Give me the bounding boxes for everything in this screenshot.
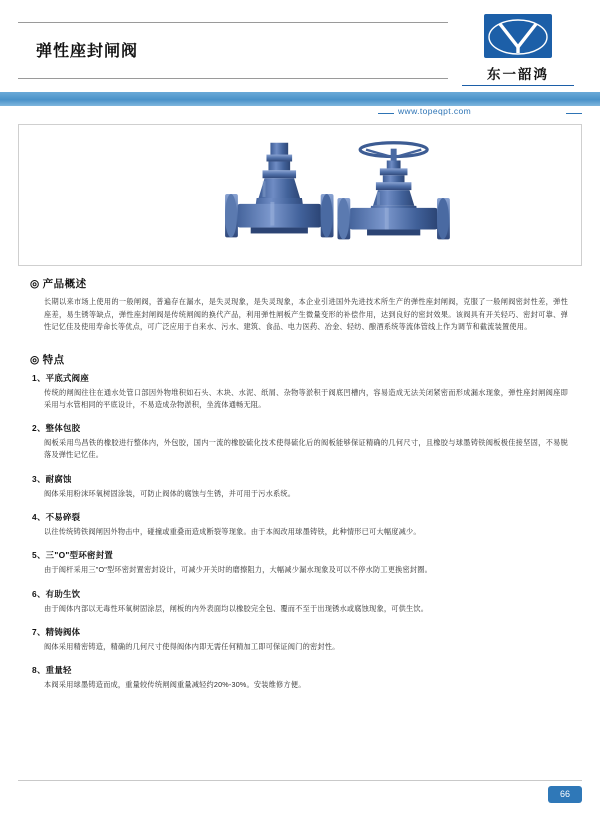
feature-index: 6、: [32, 588, 46, 599]
company-name: 东一韶鸿: [487, 67, 549, 82]
feature-body: 以往传统铸铁阀闸因外物击中，碰撞或重叠而造成断裂等现象。由于本阀改用球墨铸铁，此种情形已可大幅度减少。: [44, 526, 421, 536]
page-number-badge: 66: [548, 786, 582, 803]
valve-left-graphic: [225, 143, 333, 238]
overview-heading-label: 产品概述: [42, 278, 87, 290]
feature-title: [32, 588, 582, 600]
section-overview: [18, 276, 582, 334]
feature-item: [18, 372, 582, 412]
feature-item: [18, 588, 582, 615]
feature-title: [32, 511, 582, 523]
feature-title-label: 重量轻: [45, 665, 72, 676]
feature-body: 阀板采用鸟昌铁的橡胶进行整体内，外包胶，国内一流的橡胶硫化技术使得硫化后的阀板能够保证精确的几何尺寸，且橡胶与球墨铸铁阀板极佳接坚固，不易脱落及弹性记忆佳。: [44, 438, 568, 460]
feature-title-label: 不易碎裂: [45, 511, 81, 522]
footer-rule: [18, 780, 582, 781]
valve-right-graphic: [337, 143, 449, 240]
feature-title-label: 整体包胶: [45, 423, 81, 434]
website-rule-left: [378, 113, 394, 114]
feature-item: [18, 549, 582, 576]
feature-body: 传统的闸阀往往在通水处管口部因外物堆积如石头、木块、水泥、纸屑、杂物等淤积于阀底凹槽内，容易造成无法关闭紧密而形成漏水现象，弹性座封闸阀座即采用与水管相同的平底设计，不易造成杂物淤积，坐流体通畅无阻。: [44, 387, 568, 409]
product-image-panel: [18, 124, 582, 266]
feature-title: [32, 626, 582, 638]
logo-mark-icon: [484, 14, 552, 58]
features-heading-label: 特点: [42, 353, 65, 366]
features-heading: [30, 352, 582, 367]
feature-title-label: 耐腐蚀: [45, 473, 72, 484]
section-bullet-icon: ◎: [30, 353, 40, 366]
title-rule-top: [18, 22, 448, 23]
website-url: www.topeqpt.com: [398, 106, 472, 116]
registered-trademark-icon: ®: [543, 18, 548, 24]
feature-body: 本阀采用球墨铸造而成，重量较传统闸阀重量减轻约20%-30%。安装维修方便。: [44, 680, 306, 690]
feature-item: [18, 626, 582, 653]
section-features: [18, 352, 582, 692]
page-header: [0, 0, 600, 92]
feature-title: [32, 664, 582, 676]
feature-body: 阀体采用粉沫环氧树固涂装，可防止阀体的腐蚀与生锈，并可用于污水系统。: [44, 488, 296, 498]
section-bullet-icon: ◎: [30, 278, 40, 290]
feature-body: 由于阀杆采用三"O"型环密封置密封设计，可减少开关时的磨擦阻力，大幅减少漏水现象及可以不停水防工更换密封圈。: [44, 565, 433, 575]
feature-title-label: 平底式阀座: [45, 372, 90, 383]
feature-index: 5、: [32, 550, 46, 561]
page-content: [18, 276, 582, 702]
feature-index: 8、: [32, 665, 46, 676]
decorative-blue-band: [0, 92, 600, 106]
logo-underline: [462, 85, 574, 86]
feature-body: 阀体采用精密铸造，精确的几何尺寸使得阀体内即无需任何精加工即可保证阀门的密封性。: [44, 641, 340, 651]
feature-index: 2、: [32, 423, 46, 434]
overview-heading: [30, 276, 582, 291]
feature-index: 4、: [32, 511, 46, 522]
feature-title: [32, 549, 582, 561]
feature-title: [32, 422, 582, 434]
feature-index: 7、: [32, 626, 46, 637]
company-logo: [454, 14, 582, 86]
feature-item: [18, 664, 582, 691]
feature-body: 由于阀体内部以无毒性环氧树固涂层，闸板的内外表面均以橡胶完全包、覆而不至于出现锈水或腐蚀现象，可供生饮。: [44, 603, 429, 613]
website-rule-right: [566, 113, 582, 114]
feature-title-label: 有助生饮: [45, 588, 81, 599]
feature-item: [18, 422, 582, 462]
feature-title: [32, 372, 582, 384]
feature-item: [18, 511, 582, 538]
feature-index: 3、: [32, 473, 46, 484]
overview-text: 长期以来市场上使用的一般闸阀，普遍存在漏水，是失灵现象，是失灵现象，本企业引进国外先进技术所生产的弹性座封闸阀，克服了一般闸阀密封性差，弹性座差，易生锈等缺点，弹性座封闸阀是传统闸阀的换代产品，利用弹性闸板产生微量变形的补偿作用，达到良好的密封效果。该阀具有开关轻巧、密封可靠、弹性记忆佳及使用寿命长等优点，可广泛应用于自来水、污水、建筑、食品、电力医药、冶金、轻纺、酿酒系统等流体管线上作为调节和截流装置使用。: [44, 297, 568, 331]
title-rule-bottom: [18, 78, 448, 79]
feature-index: 1、: [32, 372, 46, 383]
website-row: [0, 106, 600, 120]
page-title: 弹性座封闸阀: [36, 43, 139, 60]
feature-title-label: 精铸阀体: [45, 626, 81, 637]
feature-title-label: 三"O"型环密封置: [45, 550, 114, 561]
feature-item: [18, 473, 582, 500]
feature-title: [32, 473, 582, 485]
